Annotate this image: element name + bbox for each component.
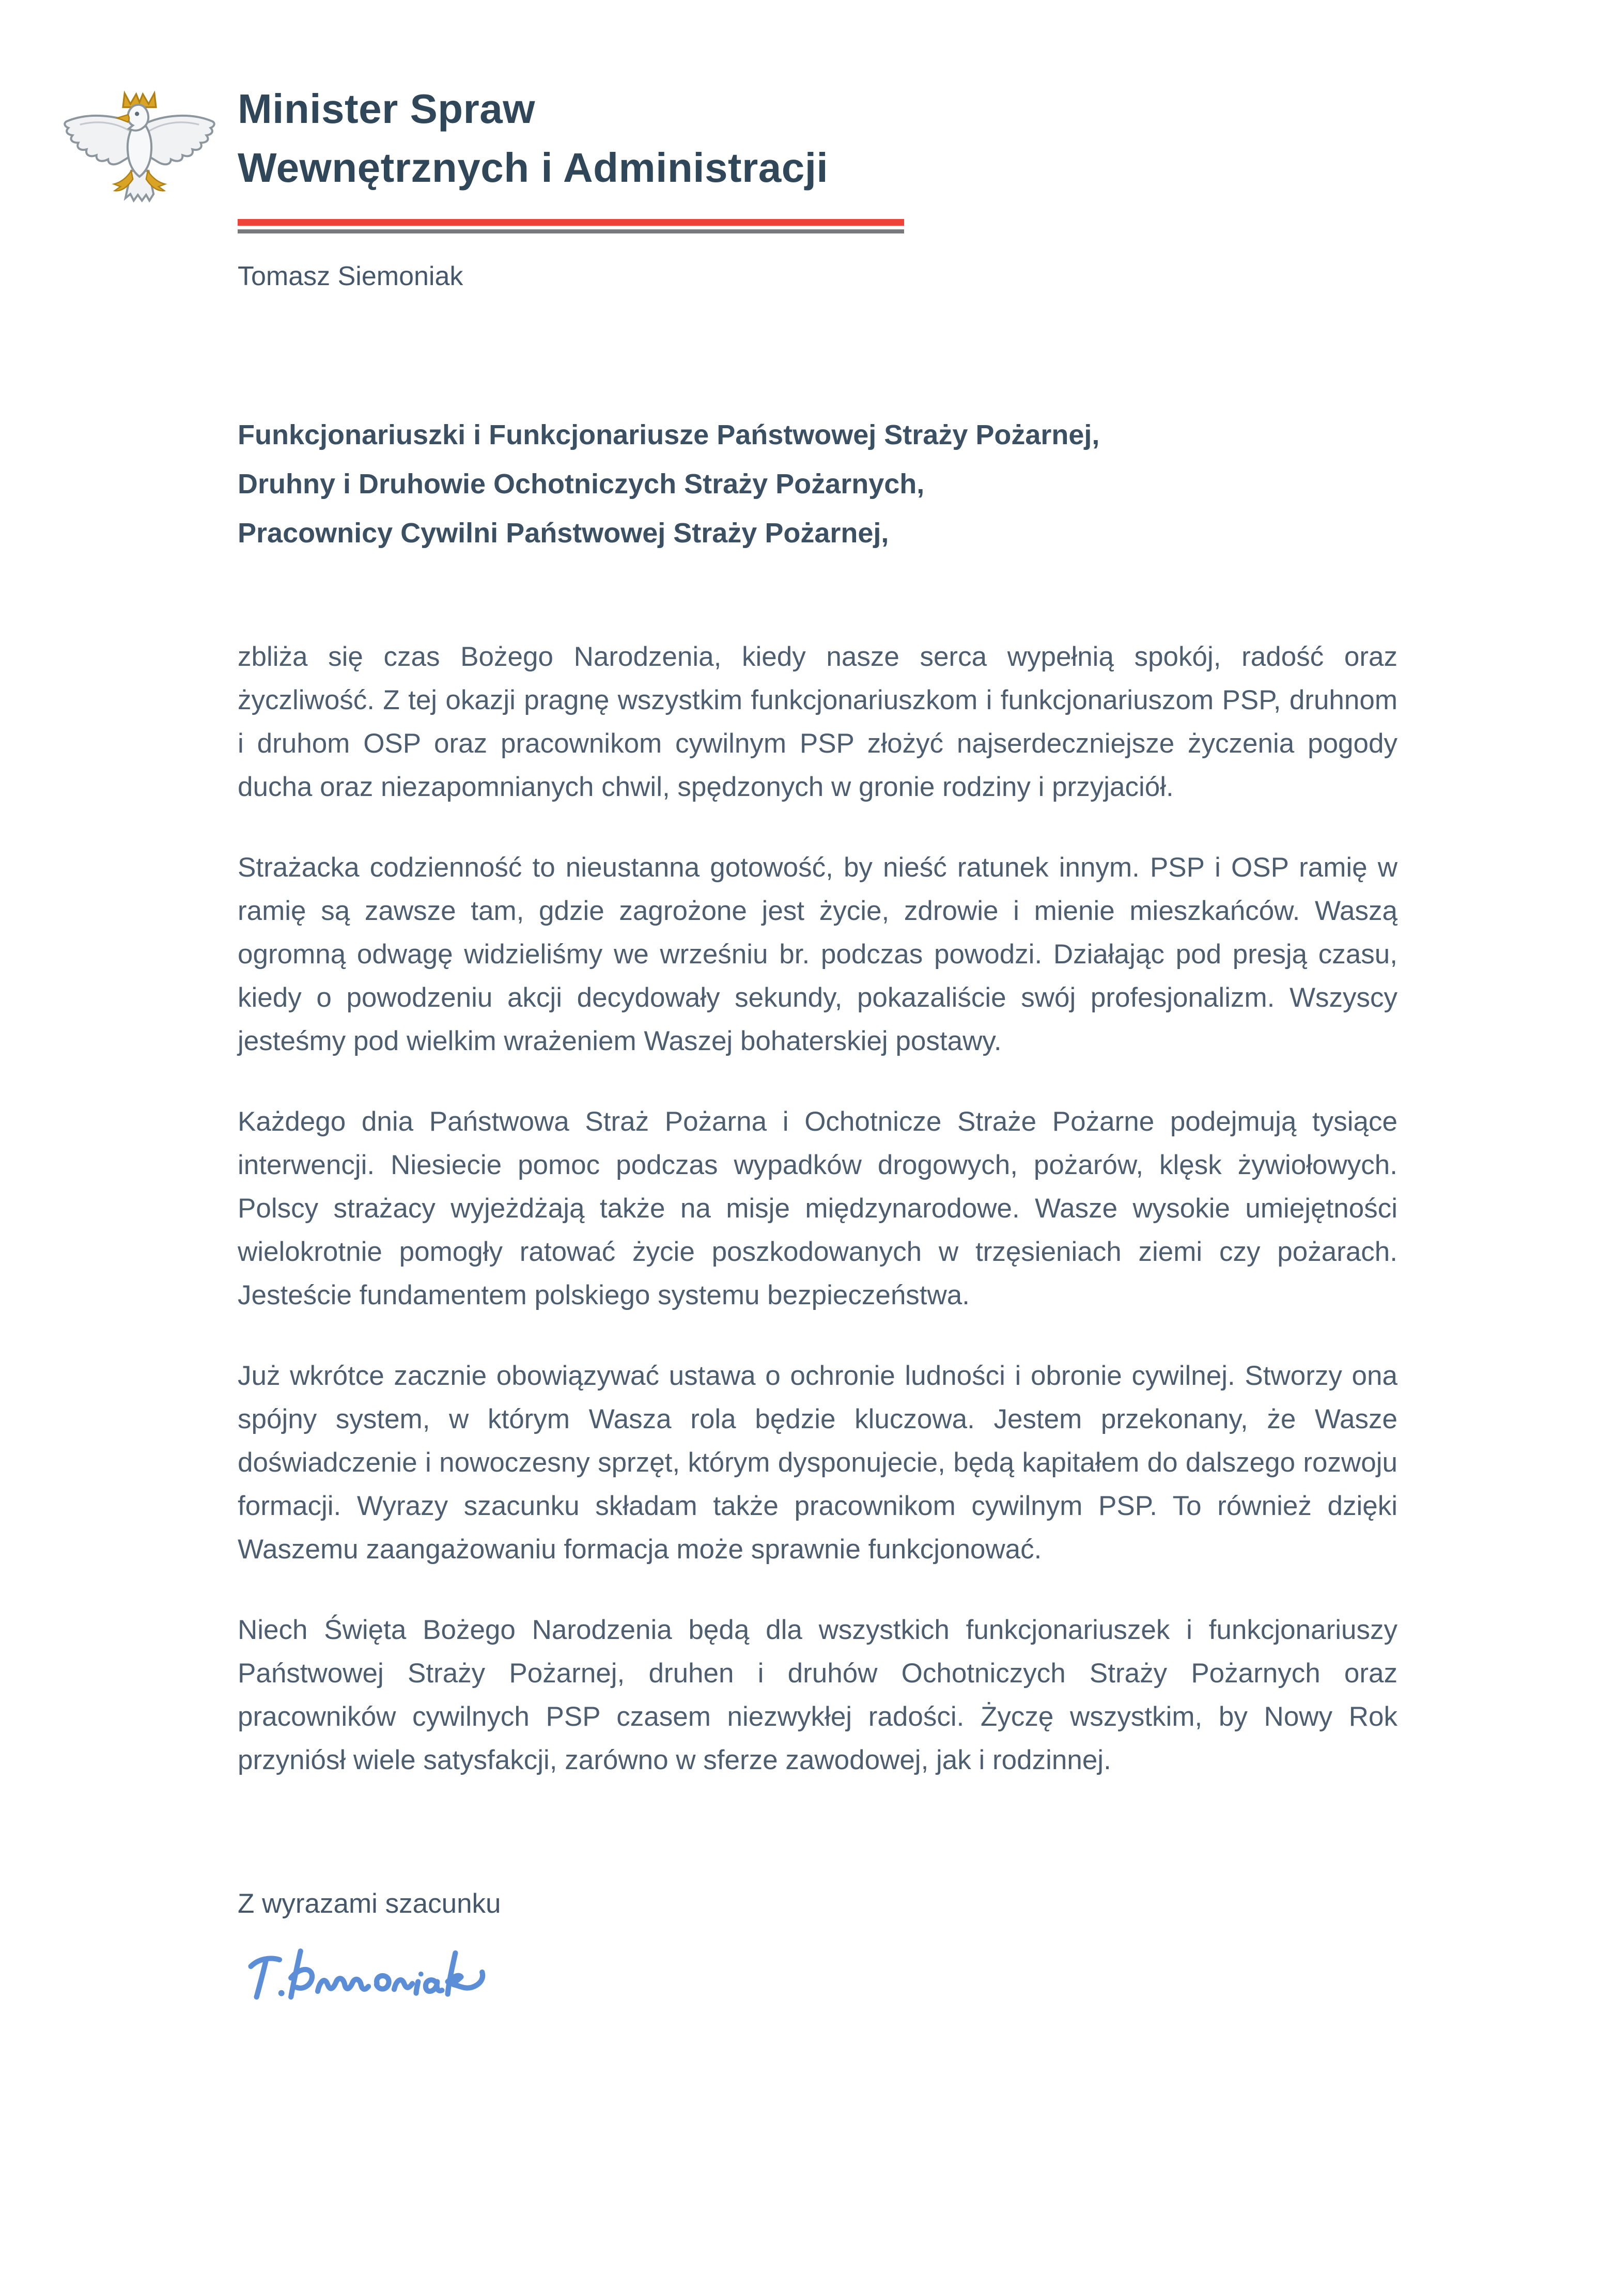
closing: Z wyrazami szacunku <box>238 1888 501 1919</box>
ministry-name-line2: Wewnętrznych i Administracji <box>238 145 829 191</box>
letter-body <box>238 411 1397 2029</box>
letterhead <box>57 72 904 233</box>
paragraph: zbliża się czas Bożego Narodzenia, kiedy nasze serca wypełnią spokój, radość oraz życzliwość. Z tej okazji pragnę wszystkim funkcjonariuszkom i funkcjonariuszom PSP, druhnom i druhom OSP oraz pracownikom cywilnym PSP złożyć najserdeczniejsze życzenia pogody ducha oraz niezapomnianych chwil, spędzonych w gronie rodziny i przyjaciół. <box>238 642 1397 802</box>
letterhead-rule <box>238 219 904 233</box>
ministry-name-line1: Minister Spraw <box>238 86 536 132</box>
paragraph: Strażacka codzienność to nieustanna gotowość, by nieść ratunek innym. PSP i OSP ramię w ramię są zawsze tam, gdzie zagrożone jest życie, zdrowie i mienie mieszkańców. Waszą ogromną odwagę widzieliśmy we wrześniu br. podczas powodzi. Działając pod presją czasu, kiedy o powodzeniu akcji decydowały sekundy, pokazaliście swój profesjonalizm. Wszyscy jesteśmy pod wielkim wrażeniem Waszej bohaterskiej postawy. <box>238 852 1397 1056</box>
paragraph: Niech Święta Bożego Narodzenia będą dla wszystkich funkcjonariuszek i funkcjonariuszy Państwowej Straży Pożarnej, druhen i druhów Ochotniczych Straży Pożarnych oraz pracowników cywilnych PSP czasem niezwykłej radości. Życzę wszystkim, by Nowy Rok przyniósł wiele satysfakcji, zarówno w sferze zawodowej, jak i rodzinnej. <box>238 1615 1397 1775</box>
ministry-block <box>238 72 904 233</box>
rule-red-line <box>238 219 904 226</box>
salutation-line: Funkcjonariuszki i Funkcjonariusze Państwowej Straży Pożarnej, <box>238 419 1100 450</box>
salutation-line: Pracownicy Cywilni Państwowej Straży Pożarnej, <box>238 518 889 549</box>
rule-gray-line <box>238 229 904 233</box>
paragraph: Już wkrótce zacznie obowiązywać ustawa o ochronie ludności i obronie cywilnej. Stworzy ona spójny system, w którym Wasza rola będzie kluczowa. Jestem przekonany, że Wasze doświadczenie i nowoczesny sprzęt, którym dysponujecie, będą kapitałem do dalszego rozwoju formacji. Wyrazy szacunku składam także pracownikom cywilnym PSP. To również dzięki Waszemu zaangażowaniu formacja może sprawnie funkcjonować. <box>238 1361 1397 1565</box>
minister-name: Tomasz Siemoniak <box>238 261 463 291</box>
paragraph: Każdego dnia Państwowa Straż Pożarna i Ochotnicze Straże Pożarne podejmują tysiące interwencji. Niesiecie pomoc podczas wypadków drogowych, pożarów, klęsk żywiołowych. Polscy strażacy wyjeżdżają także na misje międzynarodowe. Wasze wysokie umiejętności wielokrotnie pomogły ratować życie poszkodowanych w trzęsieniach ziemi czy pożarach. Jesteście fundamentem polskiego systemu bezpieczeństwa. <box>238 1106 1397 1310</box>
letter-paragraphs <box>238 635 1397 1782</box>
salutation-line: Druhny i Druhowie Ochotniczych Straży Pożarnych, <box>238 468 925 499</box>
coat-of-arms-eagle-icon <box>57 72 222 231</box>
salutation <box>238 411 1397 558</box>
signature-handwritten <box>238 1934 589 2029</box>
